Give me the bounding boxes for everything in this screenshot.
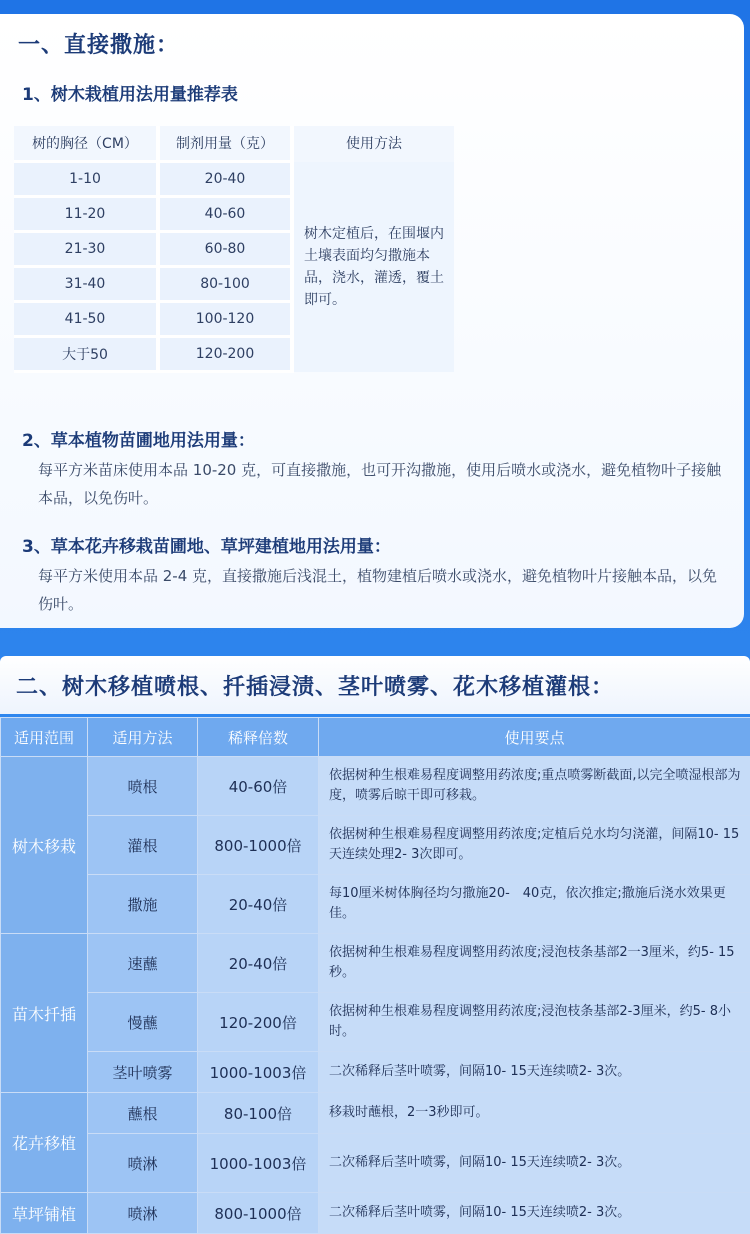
dosage-cell: 100-120 bbox=[158, 302, 292, 337]
dilution-cell: 20-40倍 bbox=[198, 875, 319, 934]
note-cell: 二次稀释后茎叶喷雾，间隔10- 15天连续喷2- 3次。 bbox=[319, 1052, 750, 1093]
dilution-cell: 1000-1003倍 bbox=[198, 1052, 319, 1093]
table-header-row bbox=[14, 126, 454, 162]
dosage-cell: 60-80 bbox=[158, 232, 292, 267]
diameter-cell: 31-40 bbox=[14, 267, 158, 302]
table-row bbox=[1, 934, 750, 993]
note-cell: 每10厘米树体胸径均匀撒施20- 40克，依次推定;撒施后浇水效果更佳。 bbox=[319, 875, 750, 934]
scope-cell: 苗木扦插 bbox=[1, 934, 88, 1093]
tree-planting-table bbox=[14, 126, 454, 373]
table-row bbox=[14, 162, 454, 197]
note-cell: 依据树种生根难易程度调整用药浓度;浸泡枝条基部2一3厘米，约5- 15秒。 bbox=[319, 934, 750, 993]
note-cell: 依据树种生根难易程度调整用药浓度;浸泡枝条基部2-3厘米，约5- 8小时。 bbox=[319, 993, 750, 1052]
table-header-row bbox=[1, 718, 750, 757]
col-header-dilution: 稀释倍数 bbox=[198, 718, 319, 757]
diameter-cell: 41-50 bbox=[14, 302, 158, 337]
note-cell: 二次稀释后茎叶喷雾，间隔10- 15天连续喷2- 3次。 bbox=[319, 1193, 750, 1234]
col-header-scope: 适用范围 bbox=[1, 718, 88, 757]
diameter-cell: 11-20 bbox=[14, 197, 158, 232]
table-row bbox=[1, 875, 750, 934]
note-cell: 移栽时蘸根，2一3秒即可。 bbox=[319, 1093, 750, 1134]
diameter-cell: 1-10 bbox=[14, 162, 158, 197]
col-header-dosage: 制剂用量（克） bbox=[158, 126, 292, 162]
subheading-lawn: 3、草本花卉移栽苗圃地、草坪建植地用法用量： bbox=[22, 532, 391, 557]
table-row bbox=[1, 757, 750, 816]
note-cell: 二次稀释后茎叶喷雾，间隔10- 15天连续喷2- 3次。 bbox=[319, 1134, 750, 1193]
method-cell: 速蘸 bbox=[88, 934, 198, 993]
dilution-cell: 800-1000倍 bbox=[198, 1193, 319, 1234]
dilution-cell: 20-40倍 bbox=[198, 934, 319, 993]
dosage-cell: 80-100 bbox=[158, 267, 292, 302]
scope-cell: 草坪铺植 bbox=[1, 1193, 88, 1234]
table-row bbox=[1, 1134, 750, 1193]
table-row bbox=[1, 993, 750, 1052]
subheading-nursery: 2、草本植物苗圃地用法用量： bbox=[22, 426, 255, 451]
note-cell: 依据树种生根难易程度调整用药浓度;定植后兑水均匀浇灌，间隔10- 15天连续处理2- 3次即可。 bbox=[319, 816, 750, 875]
method-cell: 蘸根 bbox=[88, 1093, 198, 1134]
method-cell: 喷根 bbox=[88, 757, 198, 816]
diameter-cell: 大于50 bbox=[14, 337, 158, 372]
col-header-notes: 使用要点 bbox=[319, 718, 750, 757]
dosage-cell: 120-200 bbox=[158, 337, 292, 372]
scope-cell: 花卉移植 bbox=[1, 1093, 88, 1193]
col-header-method: 适用方法 bbox=[88, 718, 198, 757]
method-cell: 撒施 bbox=[88, 875, 198, 934]
method-cell: 喷淋 bbox=[88, 1134, 198, 1193]
col-header-method: 使用方法 bbox=[292, 126, 454, 162]
dilution-cell: 800-1000倍 bbox=[198, 816, 319, 875]
section2-title: 二、树木移植喷根、扦插浸渍、茎叶喷雾、花木移植灌根： bbox=[16, 670, 614, 701]
nursery-paragraph: 每平方米苗床使用本品 10-20 克，可直接撒施，也可开沟撒施，使用后喷水或浇水，避免植物叶子接触本品，以免伤叶。 bbox=[38, 456, 728, 512]
method-cell: 灌根 bbox=[88, 816, 198, 875]
section1-title: 一、直接撒施： bbox=[18, 28, 179, 59]
table-row bbox=[1, 1193, 750, 1234]
dosage-cell: 20-40 bbox=[158, 162, 292, 197]
lawn-paragraph: 每平方米使用本品 2-4 克，直接撒施后浅混土，植物建植后喷水或浇水，避免植物叶片接触本品，以免伤叶。 bbox=[38, 562, 728, 618]
dilution-cell: 120-200倍 bbox=[198, 993, 319, 1052]
col-header-diameter: 树的胸径（CM） bbox=[14, 126, 158, 162]
dilution-cell: 40-60倍 bbox=[198, 757, 319, 816]
table-row bbox=[1, 1093, 750, 1134]
scope-cell: 树木移栽 bbox=[1, 757, 88, 934]
table-row bbox=[1, 816, 750, 875]
table-row bbox=[1, 1052, 750, 1093]
subheading-tree-planting: 1、树木栽植用法用量推荐表 bbox=[22, 80, 238, 105]
method-cell: 喷淋 bbox=[88, 1193, 198, 1234]
application-table bbox=[0, 717, 750, 1234]
method-cell: 慢蘸 bbox=[88, 993, 198, 1052]
diameter-cell: 21-30 bbox=[14, 232, 158, 267]
dosage-cell: 40-60 bbox=[158, 197, 292, 232]
method-cell: 茎叶喷雾 bbox=[88, 1052, 198, 1093]
section2-banner bbox=[0, 656, 750, 714]
dilution-cell: 80-100倍 bbox=[198, 1093, 319, 1134]
note-cell: 依据树种生根难易程度调整用药浓度;重点喷雾断截面,以完全喷湿根部为度，喷雾后晾干即可移栽。 bbox=[319, 757, 750, 816]
method-cell: 树木定植后，在围堰内土壤表面均匀撒施本品，浇水，灌透，覆土即可。 bbox=[292, 162, 454, 372]
dilution-cell: 1000-1003倍 bbox=[198, 1134, 319, 1193]
